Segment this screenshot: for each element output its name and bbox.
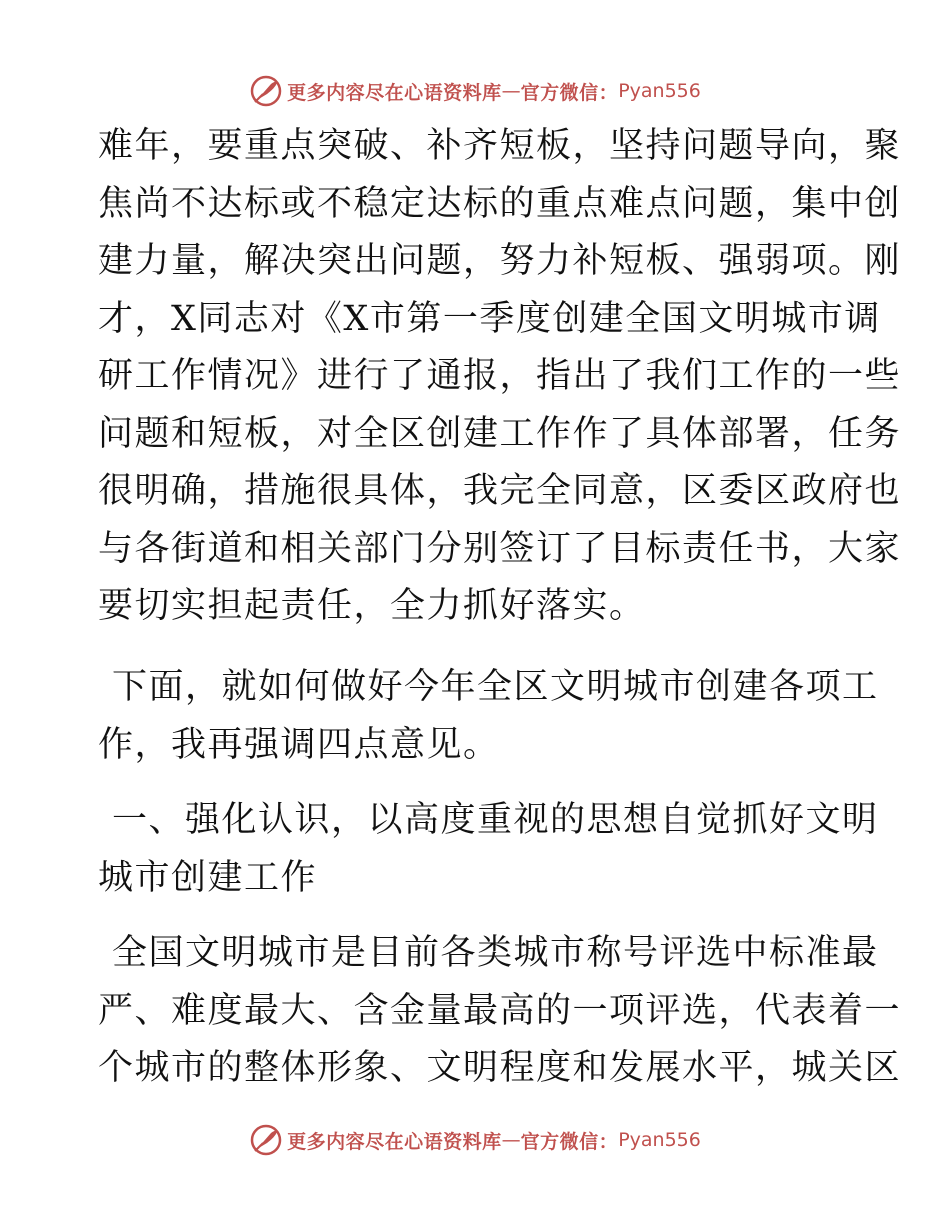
paragraph-1 — [98, 118, 902, 636]
text-line: 个城市的整体形象、文明程度和发展水平，城关区 — [98, 1048, 902, 1088]
text-line: 要切实担起责任，全力抓好落实。 — [98, 586, 646, 626]
watermark-wechat-id: Pyan556 — [618, 1129, 701, 1151]
text-line: 才，X同志对《X市第一季度创建全国文明城市调 — [98, 298, 881, 339]
text-line: 全国文明城市是目前各类城市称号评选中标准最 — [112, 933, 879, 973]
section-heading-1 — [98, 792, 879, 907]
feather-logo-icon — [249, 74, 283, 108]
watermark-dash: — — [501, 1129, 521, 1151]
text-line: 作，我再强调四点意见。 — [98, 724, 500, 765]
watermark-dash: — — [501, 80, 521, 102]
paragraph-2 — [98, 659, 879, 774]
watermark-suffix-label: 官方微信： — [520, 1130, 619, 1153]
feather-logo-icon — [249, 1123, 283, 1157]
text-line: 严、难度最大、含金量最高的一项评选，代表着一 — [98, 990, 902, 1031]
text-line: 与各街道和相关部门分别签订了目标责任书，大家 — [98, 528, 902, 569]
text-line: 难年，要重点突破、补齐短板，坚持问题导向，聚 — [98, 126, 902, 166]
text-line: 焦尚不达标或不稳定达标的重点难点问题，集中创 — [98, 183, 902, 224]
text-line: 下面，就如何做好今年全区文明城市创建各项工 — [112, 667, 879, 707]
paragraph-4 — [98, 925, 902, 1098]
text-line: 城市创建工作 — [98, 857, 318, 898]
text-line: 很明确，措施很具体，我完全同意，区委区政府也 — [98, 471, 902, 511]
watermark-text: 更多内容尽在心语资料库 — [287, 81, 502, 104]
text-line: 问题和短板，对全区创建工作作了具体部署，任务 — [98, 413, 902, 454]
watermark-text: 更多内容尽在心语资料库 — [287, 1130, 502, 1153]
watermark-footer — [0, 1120, 950, 1160]
watermark-suffix-label: 官方微信： — [520, 81, 619, 104]
watermark-header — [0, 71, 950, 111]
text-line: 一、强化认识，以高度重视的思想自觉抓好文明 — [112, 800, 879, 840]
watermark-wechat-id: Pyan556 — [618, 80, 701, 102]
text-line: 建力量，解决突出问题，努力补短板、强弱项。刚 — [98, 241, 902, 281]
text-line: 研工作情况》进行了通报，指出了我们工作的一些 — [98, 356, 902, 396]
